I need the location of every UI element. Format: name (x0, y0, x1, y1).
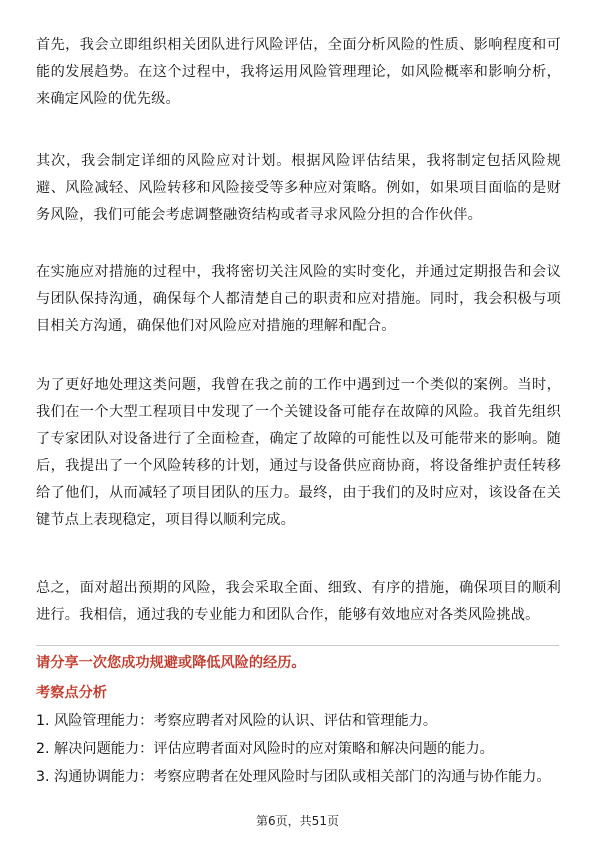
section-divider (36, 645, 559, 646)
analysis-point: 3. 沟通协调能力：考察应聘者在处理风险时与团队或相关部门的沟通与协作能力。 (36, 769, 551, 785)
paragraph-case-example: 为了更好地处理这类问题，我曾在我之前的工作中遇到过一个类似的案例。当时，我们在一个大型工程项目中发现了一个关键设备可能存在故障的风险。我首先组织了专家团队对设备进行了全面检查，确定了故障的可能性以及可能带来的影响。随后，我提出了一个风险转移的计划，通过与设备供应商协商，将设备维护责任转移给了他们，从而减轻了项目团队的压力。最终，由于我们的及时应对，该设备在关键节点上表现稳定，项目得以顺利完成。 (36, 377, 561, 528)
analysis-title: 考察点分析 (36, 685, 107, 701)
paragraph-assessment: 首先，我会立即组织相关团队进行风险评估，全面分析风险的性质、影响程度和可能的发展趋势。在这个过程中，我将运用风险管理理论，如风险概率和影响分析，来确定风险的优先级。 (36, 37, 561, 107)
paragraph-conclusion: 总之，面对超出预期的风险，我会采取全面、细致、有序的措施，确保项目的顺利进行。我相信，通过我的专业能力和团队合作，能够有效地应对各类风险挑战。 (36, 580, 561, 623)
paragraph-plan: 其次，我会制定详细的风险应对计划。根据风险评估结果，我将制定包括风险规避、风险减轻、风险转移和风险接受等多种应对策略。例如，如果项目面临的是财务风险，我们可能会考虑调整融资结构或者寻求风险分担的合作伙伴。 (36, 153, 561, 223)
analysis-points (36, 707, 561, 791)
paragraph-implementation: 在实施应对措施的过程中，我将密切关注风险的实时变化，并通过定期报告和会议与团队保持沟通，确保每个人都清楚自己的职责和应对措施。同时，我会积极与项目相关方沟通，确保他们对风险应对措施的理解和配合。 (36, 264, 561, 334)
page-footer: 第6页，共51页 (256, 814, 339, 828)
analysis-point: 1. 风险管理能力：考察应聘者对风险的认识、评估和管理能力。 (36, 713, 438, 729)
analysis-point: 2. 解决问题能力：评估应聘者面对风险时的应对策略和解决问题的能力。 (36, 741, 494, 757)
interview-question: 请分享一次您成功规避或降低风险的经历。 (36, 655, 306, 671)
